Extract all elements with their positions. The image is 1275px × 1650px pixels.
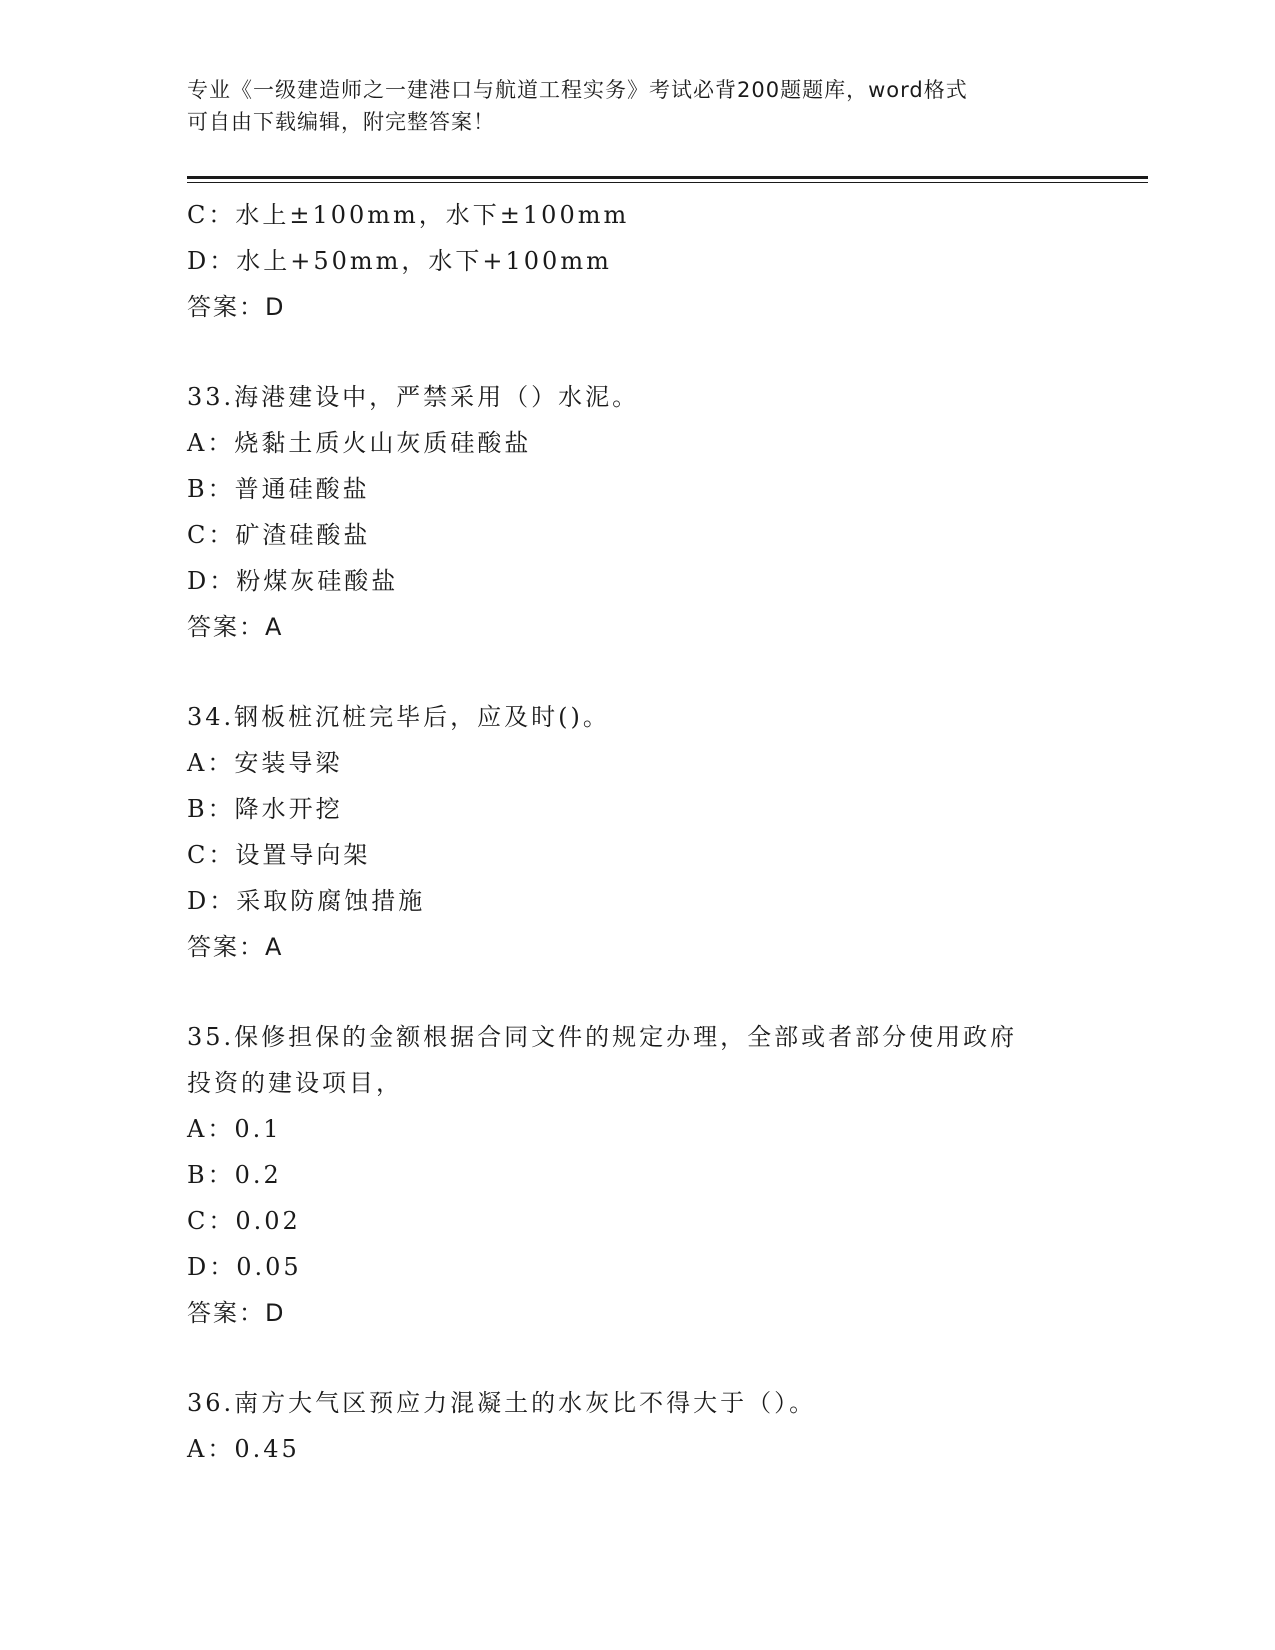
header-title-line2: 可自由下载编辑，附完整答案！ [187, 110, 495, 134]
option-a: A：安装导梁 [187, 749, 343, 777]
answer-line: 答案：A [187, 613, 284, 641]
option-d: D：粉煤灰硅酸盐 [187, 567, 399, 595]
question-stem: 36.南方大气区预应力混凝土的水灰比不得大于（）。 [187, 1389, 817, 1417]
option-b: B：普通硅酸盐 [187, 475, 370, 503]
option-d: D：水上+50mm，水下+100mm [187, 247, 612, 275]
option-c: C：0.02 [187, 1207, 301, 1235]
question-35 [187, 1014, 1087, 1336]
question-fragment [187, 192, 1087, 330]
option-c: C：设置导向架 [187, 841, 371, 869]
header-rule-thick [187, 176, 1148, 179]
spacer [187, 1336, 1087, 1380]
header-title-line1: 专业《一级建造师之一建港口与航道工程实务》考试必背200题题库，word格式 [187, 78, 968, 102]
header-rule-thin [187, 182, 1148, 183]
option-a: A：0.45 [187, 1435, 300, 1463]
answer-line: 答案：A [187, 933, 284, 961]
question-list [187, 192, 1087, 1472]
option-b: B：0.2 [187, 1161, 282, 1189]
document-header [187, 74, 1107, 138]
option-a: A：烧黏土质火山灰质硅酸盐 [187, 429, 532, 457]
answer-line: 答案：D [187, 293, 286, 321]
answer-line: 答案：D [187, 1299, 286, 1327]
question-36 [187, 1380, 1087, 1472]
question-stem: 33.海港建设中，严禁采用（）水泥。 [187, 383, 640, 411]
option-b: B：降水开挖 [187, 795, 343, 823]
question-stem: 35.保修担保的金额根据合同文件的规定办理，全部或者部分使用政府投资的建设项目， [187, 1023, 1018, 1097]
question-33 [187, 374, 1087, 650]
option-a: A：0.1 [187, 1115, 282, 1143]
spacer [187, 330, 1087, 374]
spacer [187, 970, 1087, 1014]
option-d: D：采取防腐蚀措施 [187, 887, 426, 915]
option-c: C：水上±100mm，水下±100mm [187, 201, 630, 229]
option-c: C：矿渣硅酸盐 [187, 521, 371, 549]
question-stem: 34.钢板桩沉桩完毕后，应及时()。 [187, 703, 610, 731]
spacer [187, 650, 1087, 694]
option-d: D：0.05 [187, 1253, 302, 1281]
question-34 [187, 694, 1087, 970]
